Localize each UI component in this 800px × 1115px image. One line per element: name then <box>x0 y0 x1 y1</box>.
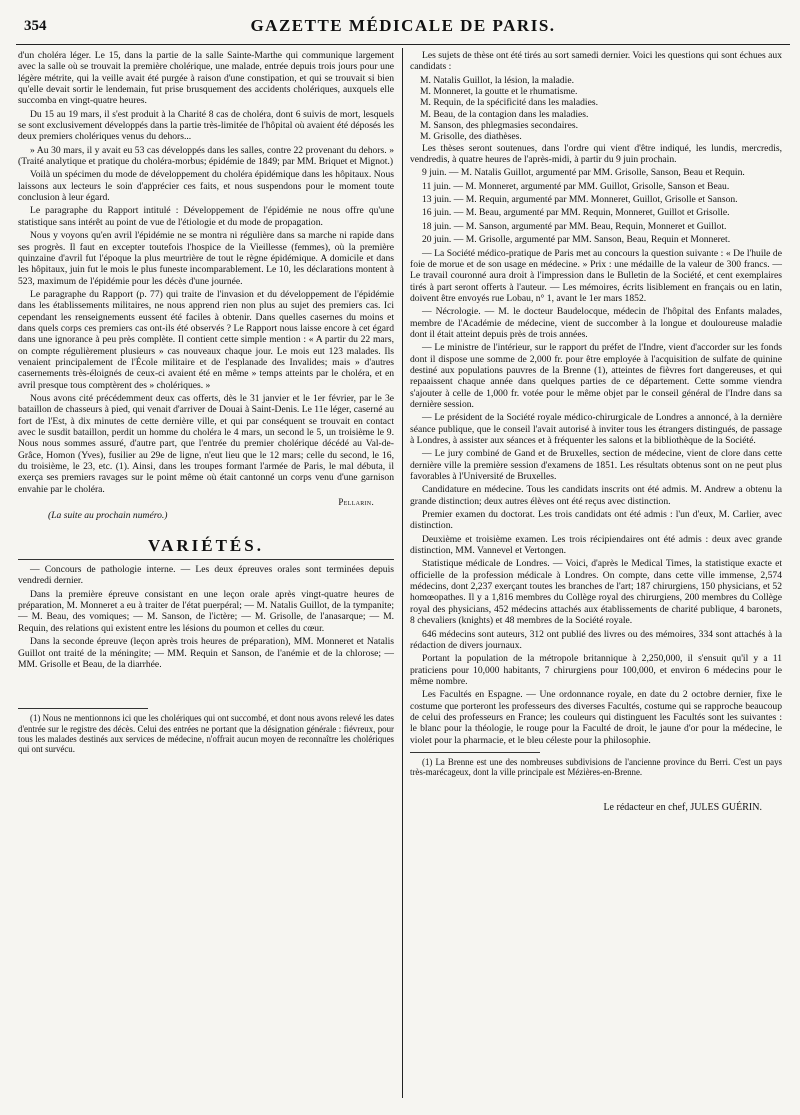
journal-title: GAZETTE MÉDICALE DE PARIS. <box>250 16 556 35</box>
paragraph: Le paragraphe du Rapport intitulé : Développement de l'épidémie ne nous offre qu'une statistique sans intérêt au point de vue de l'étiologie et du mode de propagation. <box>18 205 394 228</box>
paragraph: Portant la population de la métropole britannique à 2,250,000, il s'ensuit qu'il y a 11 praticiens pour 10,000 habitants, 7 chirurgiens pour 100,000, et environ 6 médecins pour le même nombre. <box>410 653 782 687</box>
thesis-item: M. Sanson, des phlegmasies secondaires. <box>420 120 579 132</box>
paragraph: Du 15 au 19 mars, il s'est produit à la Charité 8 cas de choléra, dont 6 suivis de mort, lesquels se sont exclusivement développés dans la partie très-limitée de l'hôpital où avaient été déposés les deux premiers cholériques venus du dehors... <box>18 108 394 143</box>
paragraph: Dans la seconde épreuve (leçon après trois heures de préparation), MM. Monneret et Natalis Guillot ont traité de la méningite; — MM. Requin et Sanson, de l'anémie et de la chlorose; — MM. Grisolle et Beau, de la diarrhée. <box>18 636 394 670</box>
footnote-text: (1) La Brenne est une des nombreuses subdivisions de l'ancienne province du Berri. C'est un pays très-marécageux, dont la ville principale est Mézières-en-Brenne. <box>410 756 782 778</box>
schedule-item: 11 juin. — M. Monneret, argumenté par MM. Guillot, Grisolle, Sanson et Beau. <box>422 180 730 192</box>
footnote <box>18 713 394 755</box>
paragraph: » Au 30 mars, il y avait eu 53 cas développés dans les salles, contre 22 provenant du dehors. » (Traité analytique et pratique du choléra-morbus; épidémie de 1849; par MM. Briquet et Mignot.) <box>18 144 394 168</box>
paragraph: Les thèses seront soutenues, dans l'ordre qui vient d'être indiqué, les lundis, mercredis, vendredis, à quatre heures de l'après-midi, à partir du 9 juin prochain. <box>410 142 782 166</box>
right-column <box>410 50 782 813</box>
thesis-item: M. Grisolle, des diathèses. <box>420 131 522 143</box>
paragraph: Les sujets de thèse ont été tirés au sort samedi dernier. Voici les questions qui sont échues aux candidats : <box>410 50 782 73</box>
author-signature: Pellarin. <box>338 497 374 508</box>
paragraph: Statistique médicale de Londres. — Voici, d'après le Medical Times, la statistique exacte et officielle de la profession médicale à Londres. On compte, dans cette ville immense, 2,574 médecins, dont 2,237 exerçant toutes les branches de l'art; 187 chirurgiens, 150 physicians, et 52 homœopathes. Il y a 1,816 membres du Collège royal des chirurgiens, 200 membres du Collège royal des physicians, 452 médecins attachés aux établissements de charité publique, 4 baronets, 8 chevaliers (knights) et 48 membres de la Société royale. <box>410 558 782 627</box>
schedule-item: 16 juin. — M. Beau, argumenté par MM. Requin, Monneret, Guillot et Grisolle. <box>422 207 730 219</box>
thesis-item: M. Monneret, la goutte et le rhumatisme. <box>420 86 578 98</box>
paragraph: Deuxième et troisième examen. Les trois récipiendaires ont été admis : deux avec grande distinction, MM. Vannevel et Vertongen. <box>410 533 782 557</box>
paragraph: — Concours de pathologie interne. — Les deux épreuves orales sont terminées depuis vendredi dernier. <box>18 564 394 587</box>
schedule-item: 20 juin. — M. Grisolle, argumenté par MM. Sanson, Beau, Requin et Monneret. <box>422 234 731 246</box>
paragraph: — Le président de la Société royale médico-chirurgicale de Londres a annoncé, à la dernière séance publique, que le conseil l'avait autorisé à inviter tous les étrangers distingués, de passage à Londres, à assister aux séances et à fréquenter les salons et la bibliothèque de la Société. <box>410 412 782 446</box>
thesis-item: M. Natalis Guillot, la lésion, la maladie. <box>420 74 575 86</box>
editor-signature: Le rédacteur en chef, JULES GUÉRIN. <box>603 801 762 813</box>
paragraph: Voilà un spécimen du mode de développement du choléra épidémique dans les hôpitaux. Nous laissons aux lecteurs le soin d'apprécier ces faits, et nous suspendons pour le moment toute conclusion à leur égard. <box>18 169 394 204</box>
paragraph: d'un choléra léger. Le 15, dans la partie de la salle Sainte-Marthe qui communique largement avec la salle où se trouvait la première cholérique, une malade, entrée depuis trois jours pour une légère métrite, qui la veille avait été purgée à raison d'une constipation, et qui se trouvait si bien qu'elle devait sortir le lendemain, fut prise brusquement des accidents cholériques, auxquels elle succomba en vingt-quatre heures. <box>18 50 394 107</box>
paragraph: — La Société médico-pratique de Paris met au concours la question suivante : « De l'huile de foie de morue et de son usage en médecine. » Prix : une médaille de la valeur de 300 francs. — Le travail couronné aura droit à l'impression dans le Bulletin de la Société, et cent exemplaires tirés à part seront offerts à l'auteur. — Les mémoires, écrits lisiblement en français ou en latin, doivent être envoyés rue Lobau, n° 1, avant le 1er mars 1852. <box>410 247 782 304</box>
paragraph: Candidature en médecine. Tous les candidats inscrits ont été admis. M. Andrew a obtenu la grande distinction; deux autres élèves ont été reçus avec distinction. <box>410 484 782 507</box>
footnote-rule <box>410 752 540 753</box>
paragraph: — Le ministre de l'intérieur, sur le rapport du préfet de l'Indre, vient d'accorder sur les fonds dont il dispose une somme de 2,000 fr. pour être employée à l'acquisition de sulfate de quinine destiné aux populations pauvres de la Brenne (1), atteintes de fièvres fort dangereuses, et qui repaaissent chaque année dans quelques parties de ce département. Cette somme viendra s'ajouter à celle de 1,000 fr. votée pour le même objet par le conseil général de l'Indre dans sa dernière session. <box>410 342 782 410</box>
schedule-item: 13 juin. — M. Requin, argumenté par MM. Monneret, Guillot, Grisolle et Sanson. <box>422 194 738 206</box>
thesis-item: M. Requin, de la spécificité dans les maladies. <box>420 97 598 109</box>
thesis-item: M. Beau, de la contagion dans les maladies. <box>420 108 589 120</box>
paragraph: Premier examen du doctorat. Les trois candidats ont été admis : l'un d'eux, M. Carlier, avec distinction. <box>410 509 782 532</box>
paragraph: Les Facultés en Espagne. — Une ordonnance royale, en date du 2 octobre dernier, fixe le costume que porteront les professeurs des diverses Facultés, costume qui se rapproche beaucoup de celui des professeurs en France; les couleurs qui distinguent les Facultés sont les suivantes : le blanc pour la théologie, le rouge pour la Faculté de droit, le jaune d'or pour la médecine, le violet pour la pharmacie, et le bleu céleste pour la philosophie. <box>410 689 782 746</box>
schedule-item: 9 juin. — M. Natalis Guillot, argumenté par MM. Grisolle, Sanson, Beau et Requin. <box>422 167 745 179</box>
column-divider <box>402 48 403 1098</box>
footnote <box>410 757 782 778</box>
section-title-varietes: VARIÉTÉS. <box>148 535 264 555</box>
paragraph: 646 médecins sont auteurs, 312 ont publié des livres ou des mémoires, 334 sont attachés à la rédaction de divers journaux. <box>410 628 782 651</box>
schedule-item: 18 juin. — M. Sanson, argumenté par MM. Beau, Requin, Monneret et Guillot. <box>422 220 727 232</box>
paragraph: Nous avons cité précédemment deux cas offerts, dès le 31 janvier et le 1er février, par le 3e bataillon de chasseurs à pied, qui venait d'arriver de Douai à Saint-Denis. Le 11e léger, caserné au fort de l'Est, à dix minutes de cette dernière ville, et qui par conséquent se trouvait en contact avec le susdit bataillon, perdit un homme du choléra le 4 mars, un second le 5, un troisième le 9. Nous nous sommes assuré, d'autre part, que l'entrée du premier cholérique décédé au Val-de-Grâce, Homon (Yves), fusilier au 29e de ligne, n'eut lieu que le 12 mars; celle du second, le 16, du troisième, le 23, etc. (1). Ainsi, dans les troupes formant l'armée de Paris, le mal débuta, il exerça ses premiers ravages sur le point même où était cantonné un corps venu d'une garnison envahie par le choléra. <box>18 392 394 495</box>
paragraph: — Nécrologie. — M. le docteur Baudelocque, médecin de l'hôpital des Enfants malades, membre de l'Académie de médecine, vient de succomber à la longue et douloureuse maladie dont il était atteint depuis près de trois années. <box>410 306 782 340</box>
page-header <box>16 4 790 45</box>
footnote-text: (1) Nous ne mentionnons ici que les cholériques qui ont succombé, et dont nous avons relevé les dates d'entrée sur le registre des décès. Celui des entrées ne portant que la désignation générale : fiévreux, pour tous les malades destinés aux services de médecine, n'offrait aucun moyen de reconnaître les cholériques qui ont survécu. <box>18 713 394 755</box>
paragraph: Dans la première épreuve consistant en une leçon orale après vingt-quatre heures de préparation, M. Monneret a eu à traiter de l'état puerpéral; — M. Natalis Guillot, de la tympanite; — M. Beau, des vomiques; — M. Sanson, de l'ictère; — M. Grisolle, de l'anasarque; — M. Requin, des relations qui existent entre les lésions du poumon et celles du cœur. <box>18 588 394 634</box>
paragraph: Nous y voyons qu'en avril l'épidémie ne se montra ni régulière dans sa marche ni rapide dans ses progrès. Il faut en excepter toutefois l'hospice de la Vieillesse (femmes), où la première quinzaine d'avril fut l'époque la plus meurtrière de tout le règne épidémique. A domicile et dans les hôpitaux, juin fut le mois le plus funeste incomparablement. Le 10, les déclarations montent à 523, maximum de l'épidémie pour les décès d'une journée. <box>18 230 394 287</box>
footnote-rule <box>18 708 148 709</box>
section-rule <box>18 559 394 560</box>
paragraph: Le paragraphe du Rapport (p. 77) qui traite de l'invasion et du développement de l'épidémie dans les établissements militaires, ne nous apprend rien non plus au sujet des premiers cas. Ici cependant les renseignements eussent été faciles à obtenir. Dans quelles casernes du moins et dans quels corps ces premiers cas ont-ils été observés ? Le Rapport nous laisse encore à cet égard dans une ignorance à peu près complète. Il contient cette simple mention : « A partir du 22 mars, on compte régulièrement plusieurs » cas nouveaux chaque jour. Le mois eut 123 malades. Ils venaient principalement de l'École militaire et de l'esplanade des Invalides; mais » d'autres casernements très-éloignés de ceux-ci avaient été en même » temps atteints par le choléra, et en avril presque tous comptèrent des » cholériques. » <box>18 288 394 391</box>
page-number: 354 <box>24 18 47 34</box>
to-be-continued: (La suite au prochain numéro.) <box>48 510 168 522</box>
paragraph: — Le jury combiné de Gand et de Bruxelles, section de médecine, vient de clore dans cette dernière ville la première session d'examens de 1851. Les résultats obtenus sont on ne peut plus favorables à l'Université de Bruxelles. <box>410 448 782 483</box>
spacer <box>18 672 394 702</box>
left-column <box>18 50 394 757</box>
